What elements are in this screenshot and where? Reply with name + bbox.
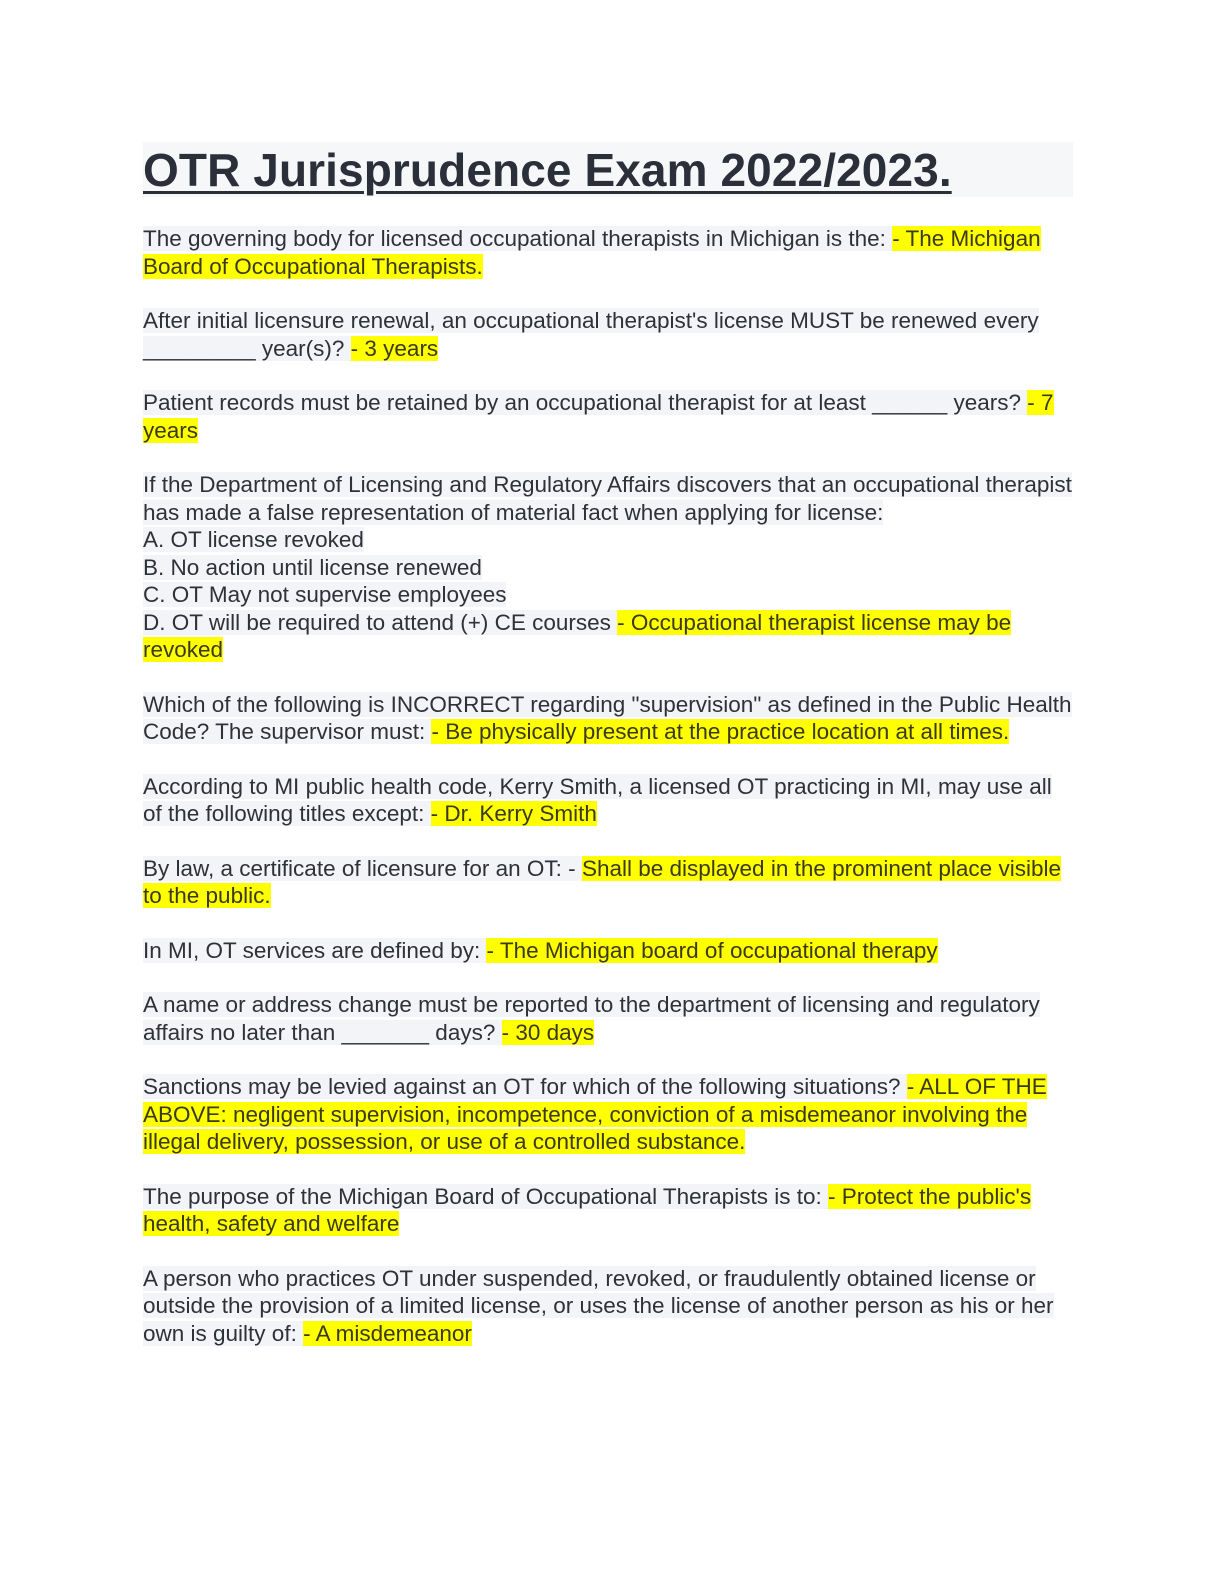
question-text: By law, a certificate of licensure for an OT: - [143,855,582,881]
answer-highlight: - Occupational therapist license may be revoked [143,609,1012,662]
answer-highlight: - A misdemeanor [303,1320,472,1346]
qa-item-1 [143,225,1073,280]
qa-item-9 [143,991,1073,1046]
qa-item-12 [143,1265,1073,1348]
option-a: A. OT license revoked [143,527,364,552]
answer-highlight: - 7 years [143,390,1054,443]
question-text: A person who practices OT under suspended, revoked, or fraudulently obtained license or outside the provision of a limited license, or uses the license of another person as his or her own is guilty of: [143,1265,1054,1346]
question-text: Patient records must be retained by an occupational therapist for at least ______ years? [143,390,1028,415]
question-text: According to MI public health code, Kerry Smith, a licensed OT practicing in MI, may use all of the following titles except: [143,773,1052,826]
option-d: D. OT will be required to attend (+) CE courses - Occupational therapist license may be revoked [143,609,1012,662]
answer-highlight: Shall be displayed in the prominent place visible to the public. [143,855,1061,908]
question-text: After initial licensure renewal, an occupational therapist's license MUST be renewed every _________ year(s)? [143,308,1039,361]
answer-highlight: - Be physically present at the practice location at all times. [431,719,1010,744]
question-text: The governing body for licensed occupational therapists in Michigan is the: [143,226,893,251]
qa-item-6 [143,773,1073,828]
qa-item-10 [143,1073,1073,1156]
qa-item-11 [143,1183,1073,1238]
question-text: Which of the following is INCORRECT regarding "supervision" as defined in the Public Health Code? The supervisor must: [143,691,1072,744]
qa-item-5 [143,691,1073,746]
qa-item-3 [143,389,1073,444]
question-text: In MI, OT services are defined by: [143,937,487,963]
page-title: OTR Jurisprudence Exam 2022/2023. [143,144,952,196]
answer-highlight: - ALL OF THE ABOVE: negligent supervision, incompetence, conviction of a misdemeanor involving the illegal delivery, possession, or use of a controlled substance. [143,1074,1047,1154]
question-text: If the Department of Licensing and Regulatory Affairs discovers that an occupational therapist has made a false representation of material fact when applying for license: [143,472,1072,525]
answer-highlight: - The Michigan Board of Occupational Therapists. [143,226,1041,279]
question-text: The purpose of the Michigan Board of Occupational Therapists is to: [143,1183,828,1209]
title-bar [143,142,1073,197]
document-page [143,142,1073,1347]
answer-highlight: - The Michigan board of occupational therapy [486,937,938,963]
answer-highlight: - Dr. Kerry Smith [430,801,597,826]
qa-item-7 [143,855,1073,910]
option-c: C. OT May not supervise employees [143,582,507,607]
question-text: Sanctions may be levied against an OT for which of the following situations? [143,1074,907,1099]
question-text: A name or address change must be reported to the department of licensing and regulatory affairs no later than _______ days? [143,992,1040,1045]
qa-item-4 [143,471,1073,664]
answer-highlight: - 30 days [501,1019,595,1045]
qa-item-2 [143,307,1073,362]
answer-highlight: - 3 years [350,335,439,361]
answer-highlight: - Protect the public's health, safety and welfare [143,1183,1032,1236]
option-b: B. No action until license renewed [143,554,482,580]
qa-item-8 [143,937,1073,965]
